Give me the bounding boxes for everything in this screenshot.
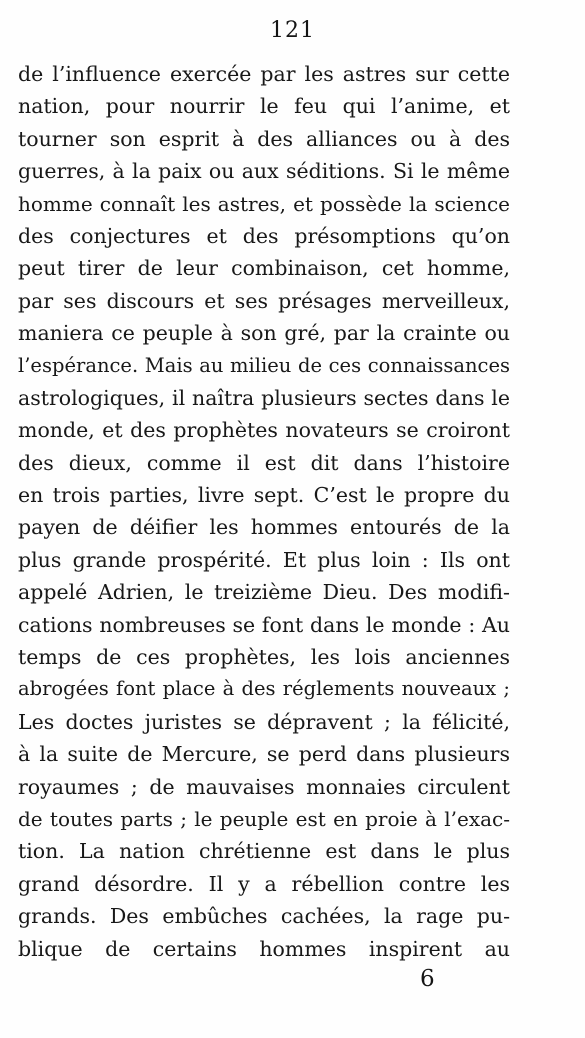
text-line: par ses discours et ses présages merveilleux, [18,288,510,313]
text-line: des conjectures et des présomptions qu’on [18,223,510,248]
body-text [18,58,510,965]
page-number: 121 [270,18,315,43]
text-line: temps de ces prophètes, les lois anciennes [18,645,510,670]
text-line: maniera ce peuple à son gré, par la crainte ou [18,321,510,346]
signature-mark: 6 [420,966,435,992]
text-line: peut tirer de leur combinaison, cet homme, [18,256,510,281]
text-line: à la suite de Mercure, se perd dans plusieurs [18,742,510,767]
text-line: payen de déifier les hommes entourés de la [18,515,510,540]
text-line: blique de certains hommes inspirent au [18,936,510,961]
text-line: royaumes ; de mauvaises monnaies circulent [18,774,510,799]
text-line: l’espérance. Mais au milieu de ces connaissances [18,353,510,377]
text-line: Les doctes juristes se dépravent ; la félicité, [18,709,510,734]
text-line: tourner son esprit à des alliances ou à des [18,126,510,151]
text-line: de toutes parts ; le peuple est en proie à l’exac- [18,806,510,831]
text-line: homme connaît les astres, et possède la science [18,191,510,216]
text-line: grand désordre. Il y a rébellion contre les [18,871,510,896]
text-line: en trois parties, livre sept. C’est le propre du [18,483,510,508]
text-line: monde, et des prophètes novateurs se croiront [18,418,510,443]
text-line: plus grande prospérité. Et plus loin : Ils ont [18,547,510,572]
text-line: nation, pour nourrir le feu qui l’anime, et [18,94,510,119]
text-line: de l’influence exercée par les astres sur cette [18,62,510,86]
text-line: astrologiques, il naîtra plusieurs sectes dans le [18,385,510,410]
text-line: tion. La nation chrétienne est dans le plus [18,839,510,864]
text-line: guerres, à la paix ou aux séditions. Si le même [18,159,510,184]
text-line: des dieux, comme il est dit dans l’histoire [18,450,510,475]
text-line: appelé Adrien, le treizième Dieu. Des modifi- [18,580,510,605]
text-line: grands. Des embûches cachées, la rage pu- [18,904,510,929]
text-line: cations nombreuses se font dans le monde : Au [18,612,510,637]
text-line: abrogées font place à des réglements nouveaux ; [18,677,510,701]
